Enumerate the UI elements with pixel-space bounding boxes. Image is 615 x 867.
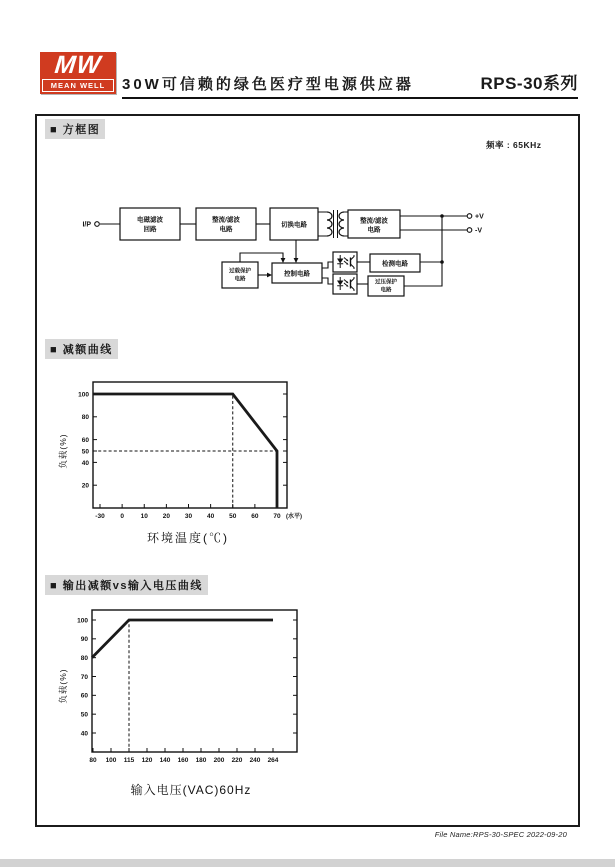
x-tick-label: 115	[123, 757, 135, 764]
x-tick-label: 120	[141, 757, 153, 764]
x-tick-label: -30	[95, 513, 105, 520]
y-tick-label: 40	[80, 730, 88, 738]
x-tick-label: 10	[140, 513, 148, 520]
y-tick-label: 20	[81, 482, 89, 490]
series-name: RPS-30系列	[480, 74, 578, 93]
x-axis-note: (水平)	[286, 514, 302, 520]
input-terminal	[95, 222, 100, 227]
x-tick-label: 100	[105, 757, 117, 764]
title-underline	[122, 97, 578, 99]
x-tick-label: 220	[231, 757, 243, 764]
x-tick-label: 264	[267, 757, 279, 764]
ovp-label-2: 电路	[380, 287, 392, 294]
rectifier-input-block	[196, 208, 256, 240]
section-title-output-derating: ■ 输出减额vs输入电压曲线	[45, 575, 208, 595]
rectifier-output-label-2: 电路	[367, 226, 381, 234]
y-tick-label: 80	[81, 414, 89, 422]
frequency-label: 频率 : 65KHz	[486, 140, 542, 150]
y-axis-label: 负载(%)	[58, 668, 68, 704]
y-tick-label: 90	[80, 636, 88, 644]
x-tick-label: 140	[159, 757, 171, 764]
section-title-derating: ■ 减额曲线	[45, 339, 118, 359]
y-tick-label: 40	[81, 459, 89, 467]
x-tick-label: 180	[195, 757, 207, 764]
x-tick-label: 60	[251, 513, 259, 520]
y-tick-label: 60	[81, 437, 89, 444]
x-tick-label: 70	[273, 513, 281, 520]
control-label: 控制电路	[284, 270, 310, 278]
y-tick-label: 60	[80, 692, 88, 700]
transformer-icon	[327, 210, 344, 238]
y-tick-label: 100	[77, 617, 88, 625]
x-axis-label: 环境温度(℃)	[147, 531, 229, 545]
logo-mean-well-text: MEAN WELL	[42, 79, 114, 92]
rectifier-input-label-1: 整流/滤波	[212, 216, 240, 224]
rectifier-output-label-1: 整流/滤波	[360, 217, 388, 225]
y-tick-label: 50	[81, 448, 89, 456]
switching-label: 切换电路	[281, 221, 307, 229]
header-title-row	[122, 66, 578, 94]
y-tick-label: 70	[80, 673, 88, 681]
y-tick-label: 80	[80, 655, 88, 663]
file-info: File Name:RPS-30-SPEC 2022-09-20	[434, 830, 567, 839]
output-pos-label: +V	[475, 213, 484, 221]
logo-mw-text: MW	[53, 51, 103, 79]
chart-frame	[93, 382, 287, 508]
x-tick-label: 200	[213, 757, 225, 764]
x-tick-label: 30	[184, 513, 193, 520]
rectifier-input-label-2: 电路	[219, 226, 233, 233]
emi-filter-label-1: 电磁滤波	[137, 216, 163, 224]
x-tick-label: 50	[229, 513, 237, 520]
x-tick-label: 40	[207, 513, 215, 520]
output-neg-label: -V	[475, 227, 482, 235]
overload-label-1: 过载保护	[228, 268, 252, 275]
output-neg-terminal	[467, 228, 472, 233]
mean-well-logo	[40, 52, 116, 94]
output-derating-chart	[55, 598, 335, 813]
emi-filter-block	[120, 208, 180, 240]
series-line	[92, 620, 273, 658]
x-tick-label: 160	[177, 757, 189, 764]
derating-chart	[55, 368, 335, 566]
detection-label: 检测电路	[382, 260, 408, 268]
x-tick-label: 80	[89, 757, 97, 764]
x-tick-label: 240	[249, 757, 261, 764]
y-axis-label: 负载(%)	[58, 433, 68, 469]
x-tick-label: 20	[162, 513, 170, 520]
x-axis-label: 输入电压(VAC)60Hz	[130, 783, 252, 797]
emi-filter-label-2: 回路	[143, 226, 157, 233]
ovp-label-1: 过压保护	[374, 279, 398, 286]
y-tick-label: 100	[78, 391, 89, 399]
block-diagram	[40, 190, 575, 315]
page-title: 30W可信赖的绿色医疗型电源供应器	[122, 76, 414, 93]
x-tick-label: 0	[120, 513, 124, 520]
input-label: I/P	[82, 221, 91, 229]
overload-protection-block	[222, 262, 258, 288]
chart-frame	[92, 610, 297, 752]
output-pos-terminal	[467, 214, 472, 219]
overload-label-2: 电路	[234, 276, 246, 283]
page-bottom-strip	[0, 859, 615, 867]
section-title-block-diagram: ■ 方框图	[45, 119, 105, 139]
y-tick-label: 50	[80, 711, 88, 719]
